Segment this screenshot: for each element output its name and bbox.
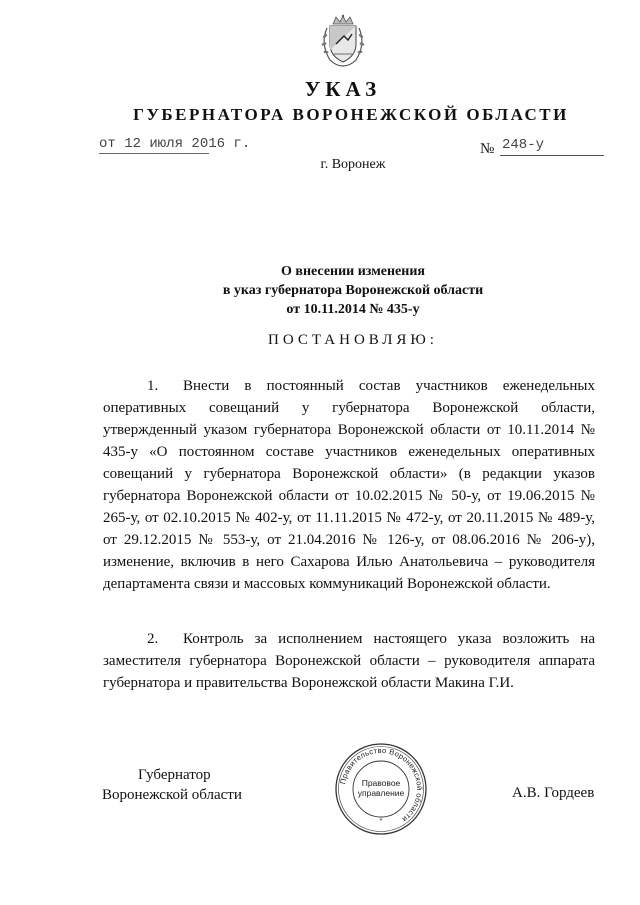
stamp-ring-text: Правительство Воронежской области xyxy=(338,745,425,825)
number-sign: № xyxy=(480,141,495,157)
number-underline xyxy=(500,155,604,156)
document-title: УКАЗ xyxy=(304,77,382,101)
paragraph-number: 1. xyxy=(147,378,159,394)
subject-line: в указ губернатора Воронежской области xyxy=(222,283,484,298)
date-underline xyxy=(99,153,209,154)
paragraph-text: Контроль за исполнением настоящего указа возложить на заместителя губернатора Воронежской области – руководителя аппарата губернатора и правительства Воронежской области Макина Г.И. xyxy=(103,631,595,691)
paragraph-text: Внести в постоянный состав участников еженедельных оперативных совещаний у губернатора Воронежской области, утвержденный указом губернатора Воронежской области от 10.11.2014 № 435-у «О постоянном составе участников еженедельных оперативных совещаний у губернатора Воронежской области» (в редакции указов губернатора Воронежской области от 10.02.2015 № 50-у, от 19.06.2015 № 265-у, от 02.10.2015 № 402-у, от 11.11.2015 № 472-у, от 20.11.2015 № 489-у, от 29.12.2015 № 553-у, от 21.04.2016 № 126-у, от 08.06.2016 № 206-у), изменение, включив в него Сахарова Илью Анатольевича – руководителя департамента связи и массовых коммуникаций Воронежской области. xyxy=(103,378,595,592)
paragraph-number: 2. xyxy=(147,631,159,647)
stamp-star: * xyxy=(379,818,383,825)
city: г. Воронеж xyxy=(320,157,386,172)
decree-subject xyxy=(0,262,640,319)
document-subtitle: ГУБЕРНАТОРА ВОРОНЕЖСКОЙ ОБЛАСТИ xyxy=(133,105,569,124)
position-line: Губернатор xyxy=(138,767,211,783)
signatory-position xyxy=(102,765,242,805)
stamp-center-line: управление xyxy=(357,788,405,798)
decree-date: от 12 июля 2016 г. xyxy=(99,136,251,152)
paragraph-2 xyxy=(103,628,595,694)
decree-word: ПОСТАНОВЛЯЮ: xyxy=(268,332,438,348)
official-stamp xyxy=(333,741,429,837)
signatory-name: А.В. Гордеев xyxy=(512,785,595,801)
subject-line: О внесении изменения xyxy=(281,264,425,279)
paragraph-1 xyxy=(103,375,595,595)
coat-of-arms-icon xyxy=(318,14,368,68)
position-line: Воронежской области xyxy=(102,787,242,803)
stamp-center-line: Правовое xyxy=(361,778,401,788)
subject-line: от 10.11.2014 № 435-у xyxy=(286,302,420,317)
decree-number: 248-у xyxy=(502,137,545,153)
